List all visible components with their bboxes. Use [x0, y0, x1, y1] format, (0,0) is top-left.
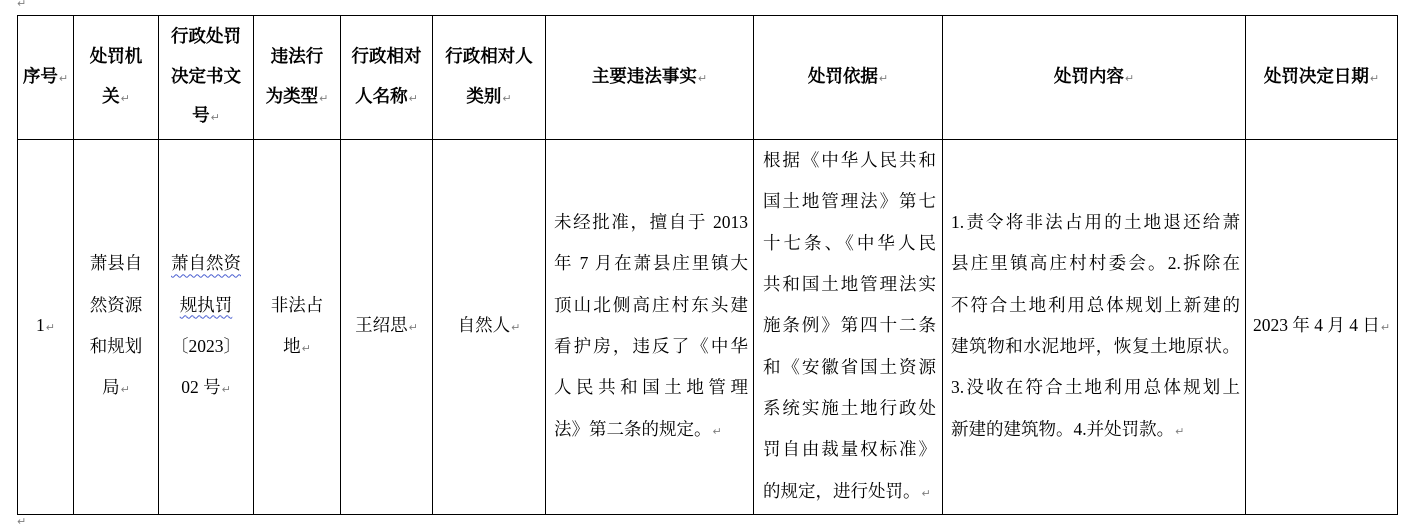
authority-line: 局 ↵ [79, 367, 153, 410]
header-decision-no [159, 16, 254, 140]
cell-facts [546, 140, 754, 515]
header-basis-line: 处罚依据 ↵ [759, 57, 937, 99]
header-seq-line: 序号 ↵ [20, 57, 71, 99]
basis-line: 施条例》第四十二条 [763, 315, 936, 336]
table-row [18, 140, 1398, 515]
basis-line: 罚自由裁量权标准》 [763, 439, 936, 460]
header-party-category [433, 16, 546, 140]
header-violation-type-line: 违法行 [270, 46, 324, 66]
cell-party-category [433, 140, 546, 515]
decision-no-line: 〔2023〕 [171, 336, 241, 356]
header-authority [74, 16, 159, 140]
basis-line: 十七条、《中华人民 [763, 232, 936, 253]
cell-basis [754, 140, 943, 515]
authority-line: 然资源 [89, 294, 143, 315]
header-party-name [341, 16, 433, 140]
cell-content [943, 140, 1246, 515]
cell-decision-no [159, 140, 254, 515]
content-line: 县庄里镇高庄村村委会。2.拆除在 [951, 253, 1240, 274]
seq-line: 1 ↵ [20, 305, 71, 348]
header-party-category-line: 行政相对人 [445, 46, 533, 66]
cell-violation-type [254, 140, 341, 515]
facts-line: 年 7 月在萧县庄里镇大 [554, 253, 748, 274]
authority-line: 和规划 [89, 336, 143, 356]
empty-paragraph-mark-top [17, 0, 26, 10]
basis-line: 共和国土地管理法实 [763, 274, 936, 295]
violation-type-line: 非法占 [270, 294, 324, 315]
header-violation-type [254, 16, 341, 140]
basis-line: 的规定，进行处罚。 ↵ [763, 471, 936, 514]
violation-type-line: 地 ↵ [259, 326, 335, 369]
header-seq [18, 16, 74, 140]
date-line: 2023 年 4 月 4 日 ↵ [1251, 305, 1392, 348]
decision-no-line: 02 号 ↵ [164, 367, 248, 410]
grammar-underlined-text: 萧自然资 [171, 253, 241, 274]
content-line: 3.没收在符合土地利用总体规划上 [951, 377, 1240, 398]
basis-line: 根据《中华人民共和 [763, 150, 936, 171]
administrative-penalty-table [17, 15, 1398, 515]
facts-line: 看护房，违反了《中华 [554, 336, 748, 356]
content-line: 不符合土地利用总体规划上新建的 [951, 294, 1240, 315]
header-party-name-line: 行政相对 [351, 46, 422, 66]
cell-party-name [341, 140, 433, 515]
basis-line: 国土地管理法》第七 [763, 191, 936, 212]
decision-no-line [164, 285, 248, 326]
header-authority-line: 处罚机 [89, 46, 143, 66]
header-facts [546, 16, 754, 140]
header-basis [754, 16, 943, 140]
header-content [943, 16, 1246, 140]
cell-authority [74, 140, 159, 515]
content-line: 1.责令将非法占用的土地退还给萧 [951, 212, 1240, 233]
authority-line: 萧县自 [89, 253, 143, 274]
header-authority-line: 关 ↵ [79, 77, 153, 119]
header-date-line: 处罚决定日期 ↵ [1251, 57, 1392, 99]
header-decision-no-line: 决定书文 [171, 65, 241, 86]
decision-no-line [164, 243, 248, 284]
content-line: 建筑物和水泥地坪，恢复土地原状。 [951, 336, 1240, 356]
facts-line: 法》第二条的规定。 ↵ [554, 409, 748, 452]
basis-line: 和《安徽省国土资源 [763, 356, 936, 377]
header-facts-line: 主要违法事实 ↵ [551, 57, 748, 99]
facts-line: 人民共和国土地管理 [554, 377, 748, 398]
cell-date [1246, 140, 1398, 515]
header-decision-no-line: 行政处罚 [171, 26, 241, 47]
header-content-line: 处罚内容 ↵ [948, 57, 1240, 99]
header-party-name-line: 人名称 ↵ [346, 77, 427, 119]
party-name-line: 王绍思 ↵ [346, 305, 427, 348]
header-violation-type-line: 为类型 ↵ [259, 77, 335, 119]
facts-line: 未经批准，擅自于 2013 [554, 212, 748, 233]
header-date [1246, 16, 1398, 140]
header-row [18, 16, 1398, 140]
empty-paragraph-mark-bottom [17, 516, 26, 528]
party-category-line: 自然人 ↵ [438, 305, 540, 348]
content-line: 新建的建筑物。4.并处罚款。 ↵ [951, 409, 1240, 452]
grammar-underlined-text: 规执罚 [179, 294, 233, 315]
header-party-category-line: 类别 ↵ [438, 77, 540, 119]
header-decision-no-line: 号 ↵ [164, 96, 248, 138]
facts-line: 顶山北侧高庄村东头建 [554, 294, 748, 315]
cell-seq [18, 140, 74, 515]
basis-line: 系统实施土地行政处 [763, 397, 936, 418]
